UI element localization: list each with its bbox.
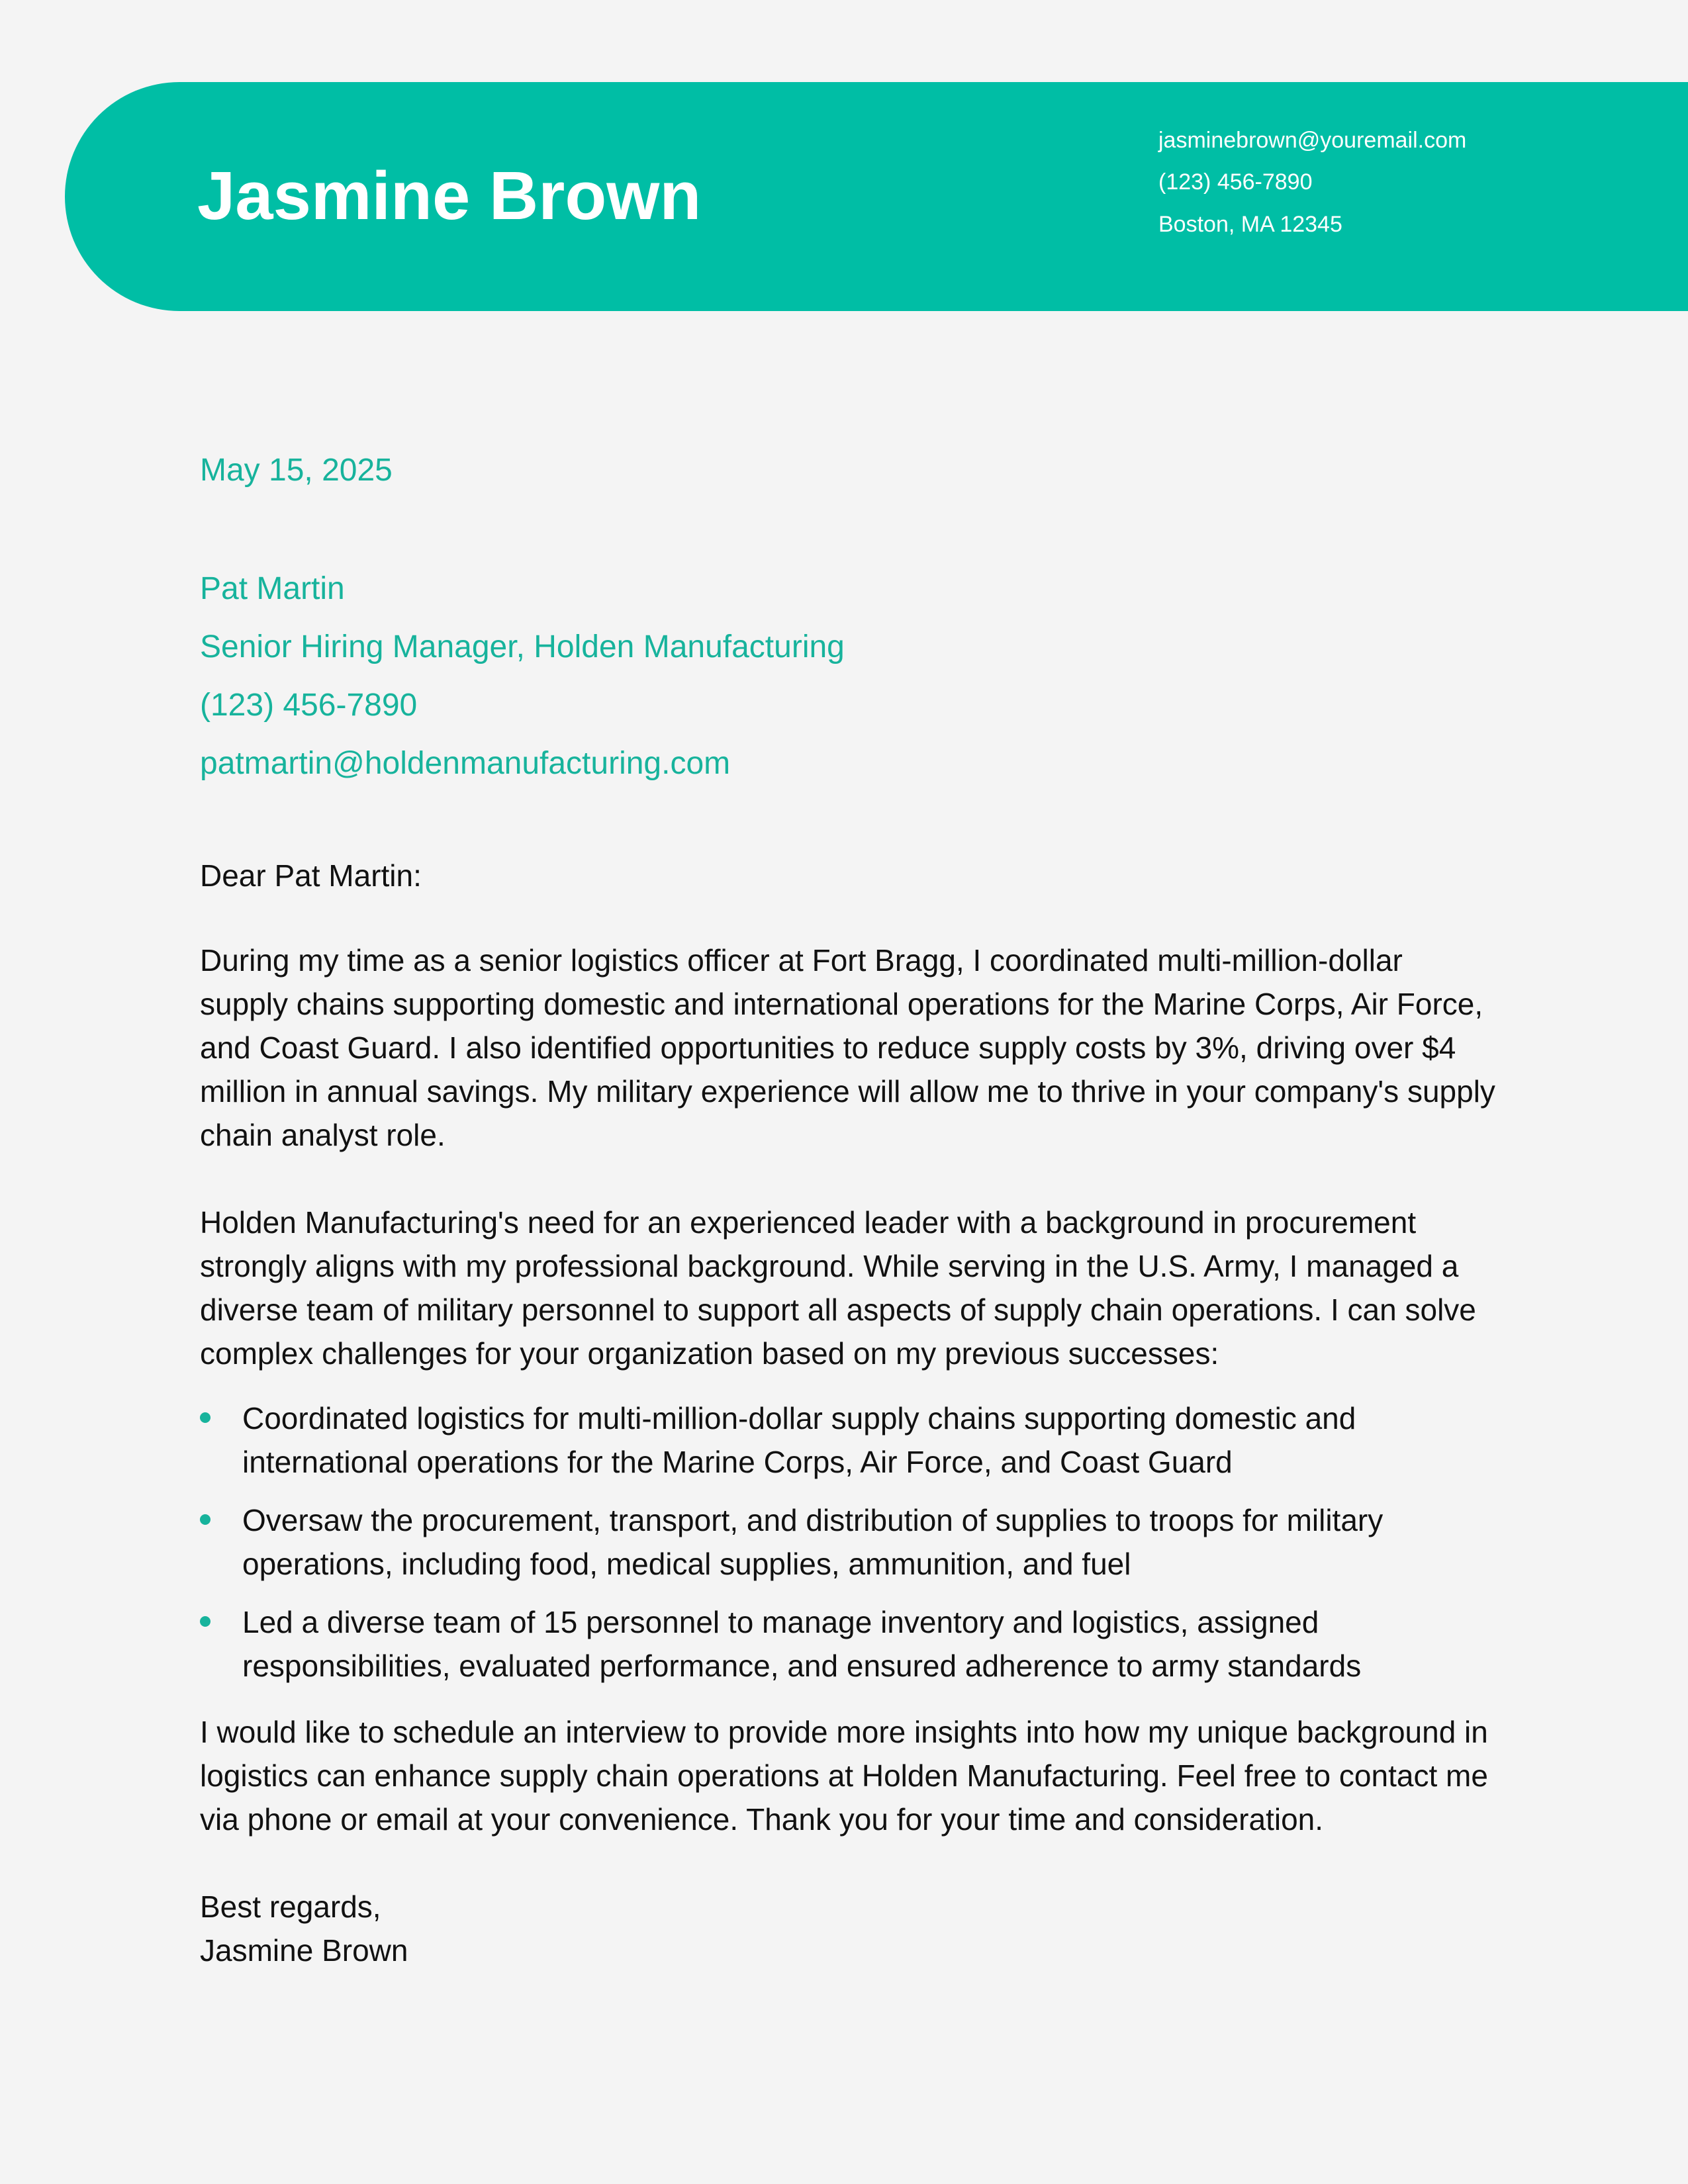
recipient-phone: (123) 456-7890	[200, 688, 418, 723]
paragraph-alignment: Holden Manufacturing's need for an experienced leader with a background in procurement strongly aligns with my professional background. While serving in the U.S. Army, I managed a diverse team of military personnel to support all aspects of supply chain operations. I can solve complex challenges for your organization based on my previous successes:	[200, 1205, 1476, 1371]
sender-contact	[1158, 128, 1503, 237]
letter-date: May 15, 2025	[200, 453, 393, 488]
closing-phrase: Best regards,	[200, 1889, 381, 1924]
sender-location: Boston, MA 12345	[1158, 211, 1342, 237]
list-item-text: Oversaw the procurement, transport, and distribution of supplies to troops for military operations, including food, medical supplies, ammunition, and fuel	[242, 1503, 1383, 1581]
bullet-dot-icon	[200, 1514, 211, 1525]
list-item-text: Coordinated logistics for multi-million-dollar supply chains supporting domestic and international operations for the Marine Corps, Air Force, and Coast Guard	[242, 1401, 1356, 1479]
bullet-dot-icon	[200, 1412, 211, 1423]
bullet-dot-icon	[200, 1616, 211, 1627]
sender-email[interactable]: jasminebrown@youremail.com	[1158, 128, 1467, 153]
recipient-block	[200, 560, 1497, 793]
recipient-title: Senior Hiring Manager, Holden Manufacturing	[200, 629, 845, 664]
list-item-text: Led a diverse team of 15 personnel to manage inventory and logistics, assigned responsibilities, evaluated performance, and ensured adherence to army standards	[242, 1605, 1362, 1683]
sender-name: Jasmine Brown	[197, 158, 702, 234]
header-band	[65, 82, 1688, 311]
recipient-email[interactable]: patmartin@holdenmanufacturing.com	[200, 746, 731, 781]
achievements-list	[200, 1396, 1497, 1688]
paragraph-intro: During my time as a senior logistics officer at Fort Bragg, I coordinated multi-million-dollar supply chains supporting domestic and international operations for the Marine Corps, Air Force, and Coast Guard. I also identified opportunities to reduce supply costs by 3%, driving over $4 million in annual savings. My military experience will allow me to thrive in your company's supply chain analyst role.	[200, 943, 1495, 1152]
list-item	[200, 1600, 1497, 1688]
salutation: Dear Pat Martin:	[200, 858, 422, 893]
signature: Jasmine Brown	[200, 1933, 408, 1968]
paragraph-closing: I would like to schedule an interview to provide more insights into how my unique background in logistics can enhance supply chain operations at Holden Manufacturing. Feel free to contact me via phone or email at your convenience. Thank you for your time and consideration.	[200, 1715, 1488, 1837]
list-item	[200, 1498, 1497, 1586]
sender-phone: (123) 456-7890	[1158, 169, 1313, 195]
recipient-name: Pat Martin	[200, 571, 345, 606]
letter-body	[200, 447, 1497, 1972]
list-item	[200, 1396, 1497, 1484]
sign-off	[200, 1885, 1497, 1972]
